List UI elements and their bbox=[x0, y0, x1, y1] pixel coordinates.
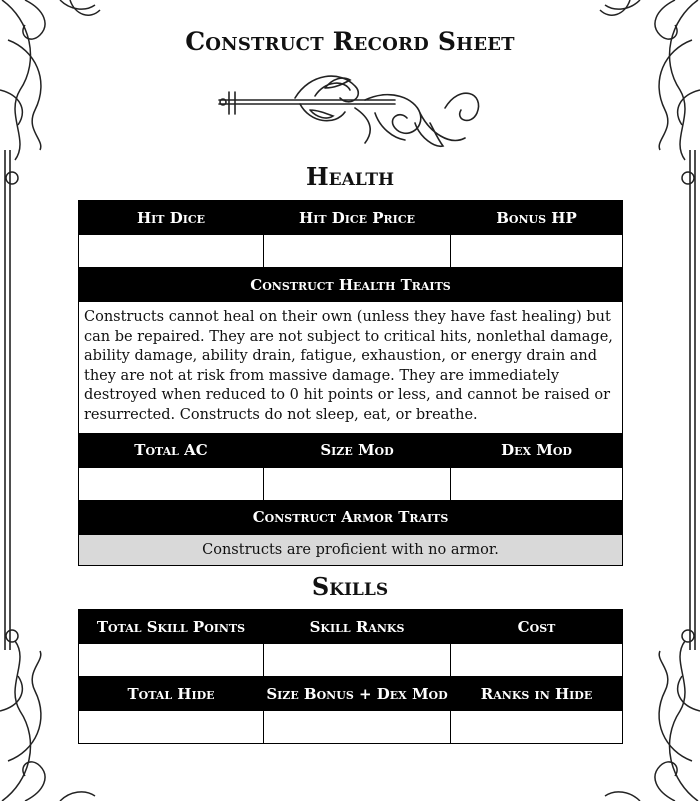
table-row bbox=[79, 201, 623, 235]
size-mod-field[interactable] bbox=[264, 467, 451, 500]
bonus-hp-header: Bonus HP bbox=[451, 201, 623, 235]
total-ac-field[interactable] bbox=[79, 467, 264, 500]
armor-traits-text: Constructs are proficient with no armor. bbox=[79, 534, 623, 565]
total-hide-field[interactable] bbox=[79, 711, 264, 744]
table-row bbox=[79, 711, 623, 744]
page-title: Construct Record Sheet bbox=[185, 27, 515, 56]
hit-dice-price-field[interactable] bbox=[264, 235, 451, 268]
skill-ranks-header: Skill Ranks bbox=[264, 610, 451, 644]
dex-mod-field[interactable] bbox=[451, 467, 623, 500]
armor-traits-header: Construct Armor Traits bbox=[79, 500, 623, 534]
table-row bbox=[79, 467, 623, 500]
table-row bbox=[79, 302, 623, 434]
ranks-in-hide-header: Ranks in Hide bbox=[451, 677, 623, 711]
size-bonus-dex-mod-field[interactable] bbox=[264, 711, 451, 744]
hit-dice-header: Hit Dice bbox=[79, 201, 264, 235]
table-row bbox=[79, 644, 623, 677]
total-skill-points-field[interactable] bbox=[79, 644, 264, 677]
total-ac-header: Total AC bbox=[79, 433, 264, 467]
total-hide-header: Total Hide bbox=[79, 677, 264, 711]
table-row bbox=[79, 610, 623, 644]
ranks-in-hide-field[interactable] bbox=[451, 711, 623, 744]
health-heading: Health bbox=[305, 162, 395, 191]
size-bonus-dex-mod-header: Size Bonus + Dex Mod bbox=[264, 677, 451, 711]
hit-dice-price-header: Hit Dice Price bbox=[264, 201, 451, 235]
cost-field[interactable] bbox=[451, 644, 623, 677]
table-row bbox=[79, 677, 623, 711]
bonus-hp-field[interactable] bbox=[451, 235, 623, 268]
skill-ranks-field[interactable] bbox=[264, 644, 451, 677]
health-table bbox=[78, 200, 623, 566]
skills-table bbox=[78, 609, 623, 744]
size-mod-header: Size Mod bbox=[264, 433, 451, 467]
health-traits-header: Construct Health Traits bbox=[79, 268, 623, 302]
table-row bbox=[79, 433, 623, 467]
health-traits-text: Constructs cannot heal on their own (unless they have fast healing) but can be repaired. They are not subject to critical hits, nonlethal damage, ability damage, ability drain, fatigue, exhaustion, or energy drain and they are not at risk from massive damage. They are immediately destroyed when reduced to 0 hit points or less, and cannot be raised or resurrected. Constructs do not sleep, eat, or breathe. bbox=[79, 302, 623, 434]
sword-flourish-icon bbox=[215, 68, 485, 152]
table-row bbox=[79, 235, 623, 268]
dex-mod-header: Dex Mod bbox=[451, 433, 623, 467]
total-skill-points-header: Total Skill Points bbox=[79, 610, 264, 644]
table-row bbox=[79, 500, 623, 534]
skills-heading: Skills bbox=[311, 572, 389, 601]
table-row bbox=[79, 534, 623, 565]
table-row bbox=[79, 268, 623, 302]
cost-header: Cost bbox=[451, 610, 623, 644]
hit-dice-field[interactable] bbox=[79, 235, 264, 268]
